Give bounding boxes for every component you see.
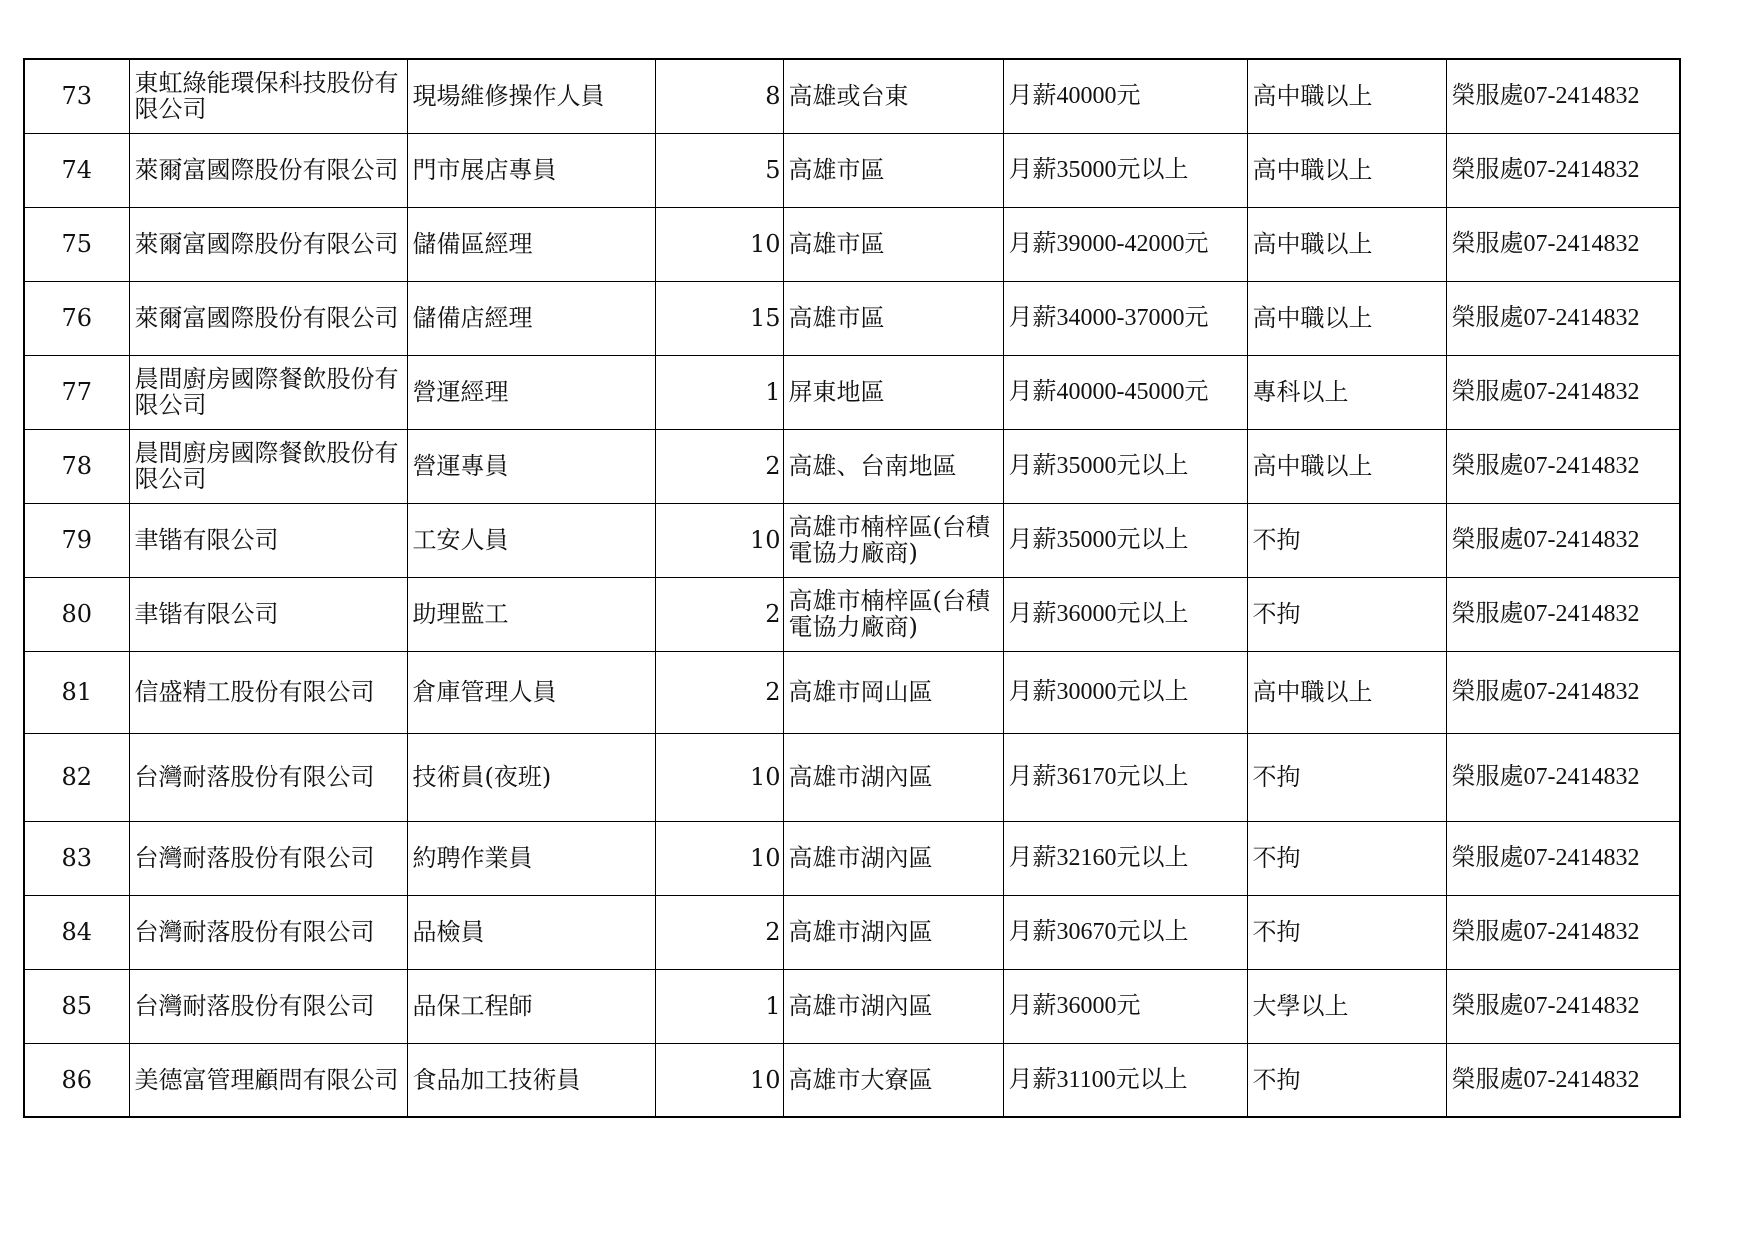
education-requirement: 不拘 [1247, 503, 1446, 577]
table-row [24, 355, 1680, 429]
salary: 月薪36170元以上 [1003, 733, 1247, 821]
work-location: 高雄市區 [783, 207, 1003, 281]
job-position: 現場維修操作人員 [407, 59, 655, 133]
job-position: 品保工程師 [407, 969, 655, 1043]
opening-count: 2 [655, 577, 783, 651]
opening-count: 10 [655, 733, 783, 821]
work-location: 高雄市岡山區 [783, 651, 1003, 733]
work-location: 高雄市楠梓區(台積電協力廠商) [783, 503, 1003, 577]
contact-info: 榮服處07-2414832 [1446, 133, 1680, 207]
row-number: 79 [24, 503, 129, 577]
opening-count: 15 [655, 281, 783, 355]
company-name: 聿锴有限公司 [129, 503, 407, 577]
contact-info: 榮服處07-2414832 [1446, 207, 1680, 281]
job-position: 品檢員 [407, 895, 655, 969]
work-location: 高雄市楠梓區(台積電協力廠商) [783, 577, 1003, 651]
row-number: 80 [24, 577, 129, 651]
opening-count: 8 [655, 59, 783, 133]
education-requirement: 專科以上 [1247, 355, 1446, 429]
work-location: 高雄或台東 [783, 59, 1003, 133]
contact-info: 榮服處07-2414832 [1446, 281, 1680, 355]
salary: 月薪40000-45000元 [1003, 355, 1247, 429]
job-position: 門市展店專員 [407, 133, 655, 207]
company-name: 信盛精工股份有限公司 [129, 651, 407, 733]
opening-count: 10 [655, 503, 783, 577]
work-location: 屏東地區 [783, 355, 1003, 429]
salary: 月薪35000元以上 [1003, 503, 1247, 577]
row-number: 76 [24, 281, 129, 355]
company-name: 萊爾富國際股份有限公司 [129, 133, 407, 207]
company-name: 東虹綠能環保科技股份有限公司 [129, 59, 407, 133]
salary: 月薪31100元以上 [1003, 1043, 1247, 1117]
salary: 月薪39000-42000元 [1003, 207, 1247, 281]
job-position: 工安人員 [407, 503, 655, 577]
job-position: 倉庫管理人員 [407, 651, 655, 733]
row-number: 75 [24, 207, 129, 281]
company-name: 台灣耐落股份有限公司 [129, 969, 407, 1043]
contact-info: 榮服處07-2414832 [1446, 577, 1680, 651]
company-name: 萊爾富國際股份有限公司 [129, 281, 407, 355]
company-name: 晨間廚房國際餐飲股份有限公司 [129, 355, 407, 429]
salary: 月薪30670元以上 [1003, 895, 1247, 969]
education-requirement: 大學以上 [1247, 969, 1446, 1043]
row-number: 86 [24, 1043, 129, 1117]
education-requirement: 高中職以上 [1247, 651, 1446, 733]
contact-info: 榮服處07-2414832 [1446, 355, 1680, 429]
table-row [24, 503, 1680, 577]
education-requirement: 不拘 [1247, 733, 1446, 821]
contact-info: 榮服處07-2414832 [1446, 651, 1680, 733]
row-number: 85 [24, 969, 129, 1043]
table-row [24, 133, 1680, 207]
table-row [24, 577, 1680, 651]
table-row [24, 1043, 1680, 1117]
salary: 月薪36000元以上 [1003, 577, 1247, 651]
salary: 月薪32160元以上 [1003, 821, 1247, 895]
education-requirement: 高中職以上 [1247, 429, 1446, 503]
salary: 月薪35000元以上 [1003, 133, 1247, 207]
company-name: 台灣耐落股份有限公司 [129, 895, 407, 969]
opening-count: 10 [655, 207, 783, 281]
contact-info: 榮服處07-2414832 [1446, 503, 1680, 577]
education-requirement: 高中職以上 [1247, 133, 1446, 207]
education-requirement: 高中職以上 [1247, 281, 1446, 355]
education-requirement: 不拘 [1247, 821, 1446, 895]
education-requirement: 高中職以上 [1247, 207, 1446, 281]
contact-info: 榮服處07-2414832 [1446, 821, 1680, 895]
contact-info: 榮服處07-2414832 [1446, 733, 1680, 821]
work-location: 高雄市區 [783, 133, 1003, 207]
salary: 月薪35000元以上 [1003, 429, 1247, 503]
row-number: 84 [24, 895, 129, 969]
company-name: 晨間廚房國際餐飲股份有限公司 [129, 429, 407, 503]
job-position: 助理監工 [407, 577, 655, 651]
contact-info: 榮服處07-2414832 [1446, 969, 1680, 1043]
company-name: 聿锴有限公司 [129, 577, 407, 651]
work-location: 高雄市大寮區 [783, 1043, 1003, 1117]
table-row [24, 651, 1680, 733]
row-number: 82 [24, 733, 129, 821]
row-number: 83 [24, 821, 129, 895]
job-position: 營運專員 [407, 429, 655, 503]
row-number: 74 [24, 133, 129, 207]
salary: 月薪34000-37000元 [1003, 281, 1247, 355]
opening-count: 1 [655, 355, 783, 429]
job-position: 約聘作業員 [407, 821, 655, 895]
work-location: 高雄市湖內區 [783, 895, 1003, 969]
opening-count: 5 [655, 133, 783, 207]
job-position: 儲備區經理 [407, 207, 655, 281]
education-requirement: 不拘 [1247, 895, 1446, 969]
salary: 月薪30000元以上 [1003, 651, 1247, 733]
row-number: 73 [24, 59, 129, 133]
salary: 月薪36000元 [1003, 969, 1247, 1043]
row-number: 77 [24, 355, 129, 429]
table-row [24, 969, 1680, 1043]
contact-info: 榮服處07-2414832 [1446, 1043, 1680, 1117]
opening-count: 10 [655, 1043, 783, 1117]
opening-count: 2 [655, 895, 783, 969]
company-name: 美德富管理顧問有限公司 [129, 1043, 407, 1117]
education-requirement: 不拘 [1247, 1043, 1446, 1117]
table-row [24, 429, 1680, 503]
job-position: 技術員(夜班) [407, 733, 655, 821]
salary: 月薪40000元 [1003, 59, 1247, 133]
work-location: 高雄市湖內區 [783, 821, 1003, 895]
contact-info: 榮服處07-2414832 [1446, 429, 1680, 503]
company-name: 台灣耐落股份有限公司 [129, 821, 407, 895]
table-row [24, 281, 1680, 355]
table-row [24, 895, 1680, 969]
job-position: 營運經理 [407, 355, 655, 429]
opening-count: 2 [655, 651, 783, 733]
company-name: 台灣耐落股份有限公司 [129, 733, 407, 821]
row-number: 81 [24, 651, 129, 733]
opening-count: 2 [655, 429, 783, 503]
job-position: 儲備店經理 [407, 281, 655, 355]
work-location: 高雄市湖內區 [783, 969, 1003, 1043]
contact-info: 榮服處07-2414832 [1446, 59, 1680, 133]
table-row [24, 59, 1680, 133]
job-table-body [24, 59, 1680, 1117]
row-number: 78 [24, 429, 129, 503]
education-requirement: 高中職以上 [1247, 59, 1446, 133]
table-row [24, 733, 1680, 821]
table-row [24, 821, 1680, 895]
work-location: 高雄市區 [783, 281, 1003, 355]
job-listing-table [23, 58, 1681, 1118]
education-requirement: 不拘 [1247, 577, 1446, 651]
table-row [24, 207, 1680, 281]
opening-count: 10 [655, 821, 783, 895]
work-location: 高雄、台南地區 [783, 429, 1003, 503]
company-name: 萊爾富國際股份有限公司 [129, 207, 407, 281]
work-location: 高雄市湖內區 [783, 733, 1003, 821]
contact-info: 榮服處07-2414832 [1446, 895, 1680, 969]
job-position: 食品加工技術員 [407, 1043, 655, 1117]
opening-count: 1 [655, 969, 783, 1043]
